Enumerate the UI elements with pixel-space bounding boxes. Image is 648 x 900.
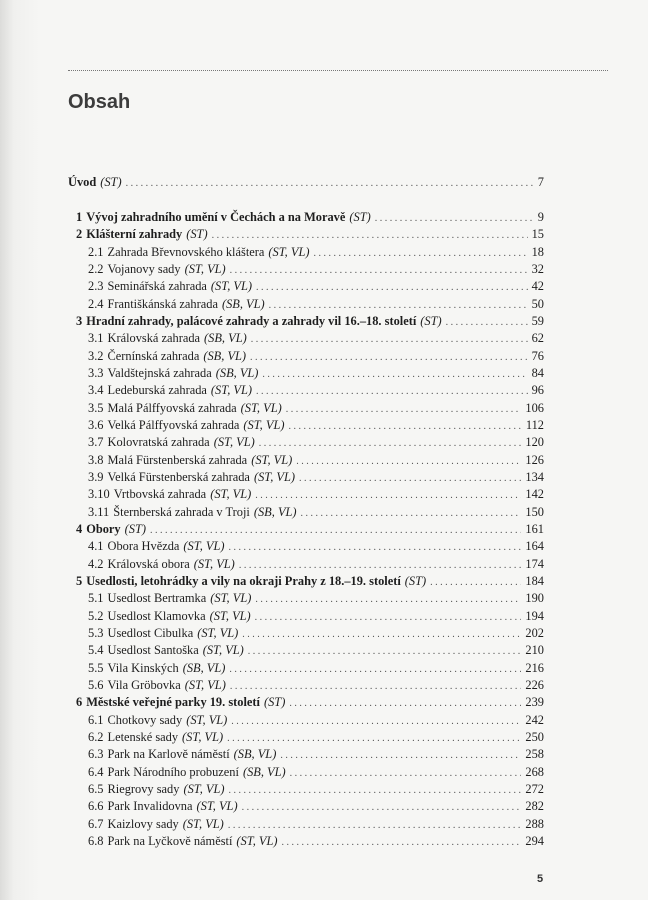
toc-section-entry[interactable]: [68, 745, 544, 763]
toc-entry-title: Vila Kinských: [107, 660, 179, 675]
toc-entry-page: 216: [525, 660, 544, 675]
toc-entry-page: 62: [531, 331, 544, 346]
toc-entry-author-tag: (SB, VL): [182, 660, 226, 675]
toc-section-entry[interactable]: [68, 797, 544, 815]
toc-entry-author-tag: (ST, VL): [251, 452, 293, 467]
toc-entry-number: 3.8: [88, 452, 104, 467]
toc-entry-title: Malá Fürstenberská zahrada: [107, 452, 248, 467]
toc-entry-page: 161: [525, 521, 544, 536]
toc-entry-title: Klášterní zahrady: [86, 227, 183, 242]
toc-entry-author-tag: (ST, VL): [196, 799, 238, 814]
toc-entry-title: Vrtbovská zahrada: [113, 487, 207, 502]
toc-entry-page: 59: [531, 313, 544, 328]
toc-entry-title: Usedlost Klamovka: [107, 608, 206, 623]
toc-entry-page: 250: [525, 729, 544, 744]
toc-entry-title: Kaizlovy sady: [107, 816, 179, 831]
toc-section-entry[interactable]: [68, 711, 544, 729]
toc-section-entry[interactable]: [68, 763, 544, 781]
toc-entry-author-tag: (ST, VL): [210, 487, 252, 502]
toc-section-entry[interactable]: [68, 555, 544, 573]
toc-entry-author-tag: (ST, VL): [210, 279, 252, 294]
toc-entry-author-tag: (ST): [420, 313, 442, 328]
toc-entry-page: 268: [525, 764, 544, 779]
toc-entry-number: 4.1: [88, 539, 104, 554]
toc-entry-author-tag: (ST, VL): [184, 261, 226, 276]
toc-entry-title: Královská obora: [107, 556, 190, 571]
toc-entry-page: 134: [525, 469, 544, 484]
toc-entry-page: 272: [525, 781, 544, 796]
toc-entry-title: Vila Gröbovka: [107, 677, 181, 692]
toc-section-entry[interactable]: [68, 416, 544, 434]
toc-entry-number: 6.5: [88, 781, 104, 796]
toc-entry-title: Úvod: [68, 175, 97, 189]
toc-entry-page: 112: [525, 417, 544, 432]
toc-entry-title: Ledeburská zahrada: [107, 383, 207, 398]
toc-entry-title: Usedlost Cibulka: [107, 625, 194, 640]
toc-entry-number: 3.9: [88, 469, 104, 484]
toc-entry-number: 5.3: [88, 625, 104, 640]
toc-entry-title: Šternberská zahrada v Troji: [113, 504, 250, 519]
toc-entry-page: 164: [525, 539, 544, 554]
toc-entry-author-tag: (ST, VL): [213, 435, 255, 450]
toc-entry-title: Park na Karlově náměstí: [107, 747, 230, 762]
toc-entry-number: 5: [76, 573, 83, 588]
toc-entry-page: 184: [525, 573, 544, 588]
toc-entry-author-tag: (ST, VL): [268, 244, 310, 259]
toc-entry-author-tag: (ST, VL): [183, 539, 225, 554]
toc-section-entry[interactable]: [68, 381, 544, 399]
toc-entry-page: 288: [525, 816, 544, 831]
toc-section-entry[interactable]: [68, 641, 544, 659]
toc-entry-author-tag: (SB, VL): [221, 296, 265, 311]
toc-entry-page: 7: [537, 175, 544, 189]
toc-entry-author-tag: (ST, VL): [240, 400, 282, 415]
toc-section-entry[interactable]: [68, 433, 544, 451]
toc-entry-number: 6: [76, 695, 83, 710]
toc-entry-title: Vojanovy sady: [107, 261, 181, 276]
toc-entry-author-tag: (ST): [100, 175, 122, 189]
toc-entry-title: Hradní zahrady, palácové zahrady a zahrady vil 16.–18. století: [86, 313, 417, 328]
toc-section-entry[interactable]: [68, 607, 544, 625]
toc-entry-title: Obora Hvězda: [107, 539, 180, 554]
toc-section-entry[interactable]: [68, 503, 544, 521]
toc-entry-number: 2.3: [88, 279, 104, 294]
toc-entry-title: Zahrada Břevnovského kláštera: [107, 244, 265, 259]
toc-section-entry[interactable]: [68, 329, 544, 347]
toc-section-entry[interactable]: [68, 468, 544, 486]
toc-section-entry[interactable]: [68, 780, 544, 798]
toc-entry-number: 3: [76, 313, 83, 328]
toc-section-entry[interactable]: [68, 260, 544, 278]
toc-entry-number: 3.7: [88, 435, 104, 450]
toc-entry-author-tag: (ST, VL): [202, 643, 244, 658]
toc-entry-number: 5.6: [88, 677, 104, 692]
toc-entry-page: 239: [525, 695, 544, 710]
toc-section-entry[interactable]: [68, 728, 544, 746]
toc-section-entry[interactable]: [68, 676, 544, 694]
toc-section-entry[interactable]: [68, 624, 544, 642]
toc-section-entry[interactable]: [68, 815, 544, 833]
toc-entry-number: 3.10: [88, 487, 110, 502]
toc-entry-page: 258: [525, 747, 544, 762]
toc-entry-title: Městské veřejné parky 19. století: [86, 695, 260, 710]
toc-entry-number: 3.11: [88, 504, 110, 519]
toc-section-entry[interactable]: [68, 451, 544, 469]
toc-entry-page: 174: [525, 556, 544, 571]
toc-entry-page: 42: [531, 279, 544, 294]
toc-entry-title: Kolovratská zahrada: [107, 435, 210, 450]
toc-entry-page: 106: [525, 400, 544, 415]
toc-entry-author-tag: (SB, VL): [233, 747, 277, 762]
toc-entry-page: 50: [531, 296, 544, 311]
toc-entry-title: Park Invalidovna: [107, 799, 193, 814]
toc-entry-number: 3.2: [88, 348, 104, 363]
toc-entry-author-tag: (ST, VL): [253, 469, 296, 484]
toc-entry-page: 226: [525, 677, 544, 692]
toc-entry-page: 194: [525, 608, 544, 623]
toc-entry-title: Vývoj zahradního umění v Čechách a na Moravě: [86, 210, 346, 224]
toc-section-entry[interactable]: [68, 589, 544, 607]
toc-entry-title: Usedlosti, letohrádky a vily na okraji Prahy z 18.–19. století: [86, 573, 401, 588]
toc-entry-page: 9: [537, 210, 544, 224]
dotted-rule: [68, 70, 608, 71]
toc-entry-author-tag: (ST, VL): [193, 556, 235, 571]
toc-chapter-entry[interactable]: [68, 693, 544, 711]
toc-entry-author-tag: (ST): [124, 521, 146, 536]
toc-entry-author-tag: (ST, VL): [209, 608, 251, 623]
toc-entry-title: Františkánská zahrada: [107, 296, 218, 311]
toc-entry-number: 3.1: [88, 331, 104, 346]
toc-entry-page: 18: [531, 244, 544, 259]
toc-entry-page: 32: [531, 261, 544, 276]
toc-entry-title: Seminářská zahrada: [107, 279, 207, 294]
toc-entry-author-tag: (ST, VL): [197, 625, 239, 640]
toc-entry-author-tag: (ST): [186, 227, 208, 242]
toc-entry-title: Obory: [86, 521, 121, 536]
toc-chapter-entry[interactable]: [68, 520, 544, 538]
toc-entry-number: 5.2: [88, 608, 104, 623]
toc-entry-page: 120: [525, 435, 544, 450]
toc-entry-author-tag: (ST, VL): [182, 729, 224, 744]
toc-entry-title: Malá Pálffyovská zahrada: [107, 400, 237, 415]
toc-entry-page: 294: [525, 833, 544, 848]
toc-entry-title: Park na Lyčkově náměstí: [107, 833, 233, 848]
toc-entry-author-tag: (SB, VL): [253, 504, 297, 519]
toc-entry-number: 6.4: [88, 764, 104, 779]
toc-entry-title: Černínská zahrada: [107, 348, 200, 363]
toc-entry-number: 6.3: [88, 747, 104, 762]
toc-section-entry[interactable]: [68, 243, 544, 261]
toc-entry-number: 6.6: [88, 799, 104, 814]
toc-entry-author-tag: (ST, VL): [210, 383, 252, 398]
toc-chapter-entry[interactable]: [68, 208, 544, 226]
toc-entry-author-tag: (ST, VL): [183, 781, 225, 796]
toc-entry-page: 84: [531, 365, 544, 380]
toc-section-entry[interactable]: [68, 485, 544, 503]
toc-entry-page: 282: [525, 799, 544, 814]
page-title: Obsah: [68, 91, 131, 113]
toc-entry-author-tag: (ST, VL): [184, 677, 226, 692]
toc-entry-author-tag: (SB, VL): [215, 365, 259, 380]
toc-entry-number: 5.1: [88, 591, 104, 606]
toc-entry-title: Chotkovy sady: [107, 712, 183, 727]
toc-entry-author-tag: (ST): [349, 210, 371, 224]
toc-section-entry[interactable]: [68, 364, 544, 382]
toc-entry-number: 6.7: [88, 816, 104, 831]
dot-leader: [281, 834, 521, 852]
toc-entry-author-tag: (SB, VL): [203, 348, 247, 363]
toc-entry-number: 4.2: [88, 556, 104, 571]
toc-entry-author-tag: (SB, VL): [242, 764, 286, 779]
toc-entry-author-tag: (SB, VL): [204, 331, 247, 346]
toc-entry-number: 2: [76, 227, 83, 242]
toc-chapter-entry[interactable]: [68, 312, 544, 330]
toc-chapter-entry[interactable]: [68, 225, 544, 243]
toc-entry-author-tag: (ST, VL): [182, 816, 224, 831]
toc-entry-number: 3.3: [88, 365, 104, 380]
toc-entry-author-tag: (ST, VL): [210, 591, 252, 606]
toc-entry-title: Velká Pálffyovská zahrada: [107, 417, 240, 432]
toc-entry-author-tag: (ST): [404, 573, 427, 588]
toc-entry-page: 126: [525, 452, 544, 467]
toc-section-entry[interactable]: [68, 347, 544, 365]
toc-entry-number: 6.1: [88, 712, 104, 727]
toc-entry-author-tag: (ST): [263, 695, 286, 710]
toc-section-entry[interactable]: [68, 399, 544, 417]
toc-entry-number: 3.5: [88, 400, 104, 415]
toc-entry-title: Velká Fürstenberská zahrada: [107, 469, 250, 484]
toc-section-entry[interactable]: [68, 277, 544, 295]
toc-entry-author-tag: (ST, VL): [243, 417, 285, 432]
toc-entry-page: 242: [525, 712, 544, 727]
toc-entry-title: Královská zahrada: [107, 331, 201, 346]
toc-section-entry[interactable]: [68, 659, 544, 677]
toc-entry-title: Valdštejnská zahrada: [107, 365, 212, 380]
toc-entry-title: Riegrovy sady: [107, 781, 180, 796]
toc-entry-page: 210: [525, 643, 544, 658]
page-number: 5: [537, 873, 544, 885]
toc-entry-number: 4: [76, 521, 83, 536]
toc-entry-number: 1: [76, 210, 83, 224]
toc-entry-page: 142: [525, 487, 544, 502]
toc-entry-page: 96: [531, 383, 544, 398]
toc-entry-number: 6.2: [88, 729, 104, 744]
toc-section-entry[interactable]: [68, 295, 544, 313]
toc-entry-number: 6.8: [88, 833, 104, 848]
toc-entry-page: 190: [525, 591, 544, 606]
toc-section-entry[interactable]: [68, 537, 544, 555]
toc-entry-number: 2.2: [88, 261, 104, 276]
toc-entry-page: 15: [531, 227, 544, 242]
toc-entry-number: 3.6: [88, 417, 104, 432]
toc-entry-author-tag: (ST, VL): [186, 712, 228, 727]
toc-entry-title: Usedlost Bertramka: [107, 591, 207, 606]
dot-leader: [126, 175, 534, 193]
toc-entry-title: Letenské sady: [107, 729, 179, 744]
toc-entry-title: Usedlost Santoška: [107, 643, 199, 658]
toc-entry-author-tag: (ST, VL): [236, 833, 278, 848]
toc-entry-number: 5.5: [88, 660, 104, 675]
toc-entry-page: 202: [525, 625, 544, 640]
toc-section-entry[interactable]: [68, 832, 544, 850]
toc-entry-number: 3.4: [88, 383, 104, 398]
toc-entry-number: 5.4: [88, 643, 104, 658]
toc-entry-page: 150: [525, 504, 544, 519]
toc-entry-number: 2.1: [88, 244, 104, 259]
toc-entry-title: Park Národního probuzení: [107, 764, 239, 779]
toc-entry-page: 76: [531, 348, 544, 363]
toc-chapter-entry[interactable]: [68, 572, 544, 590]
toc-entry-number: 2.4: [88, 296, 104, 311]
toc-chapter-entry[interactable]: [68, 173, 544, 191]
